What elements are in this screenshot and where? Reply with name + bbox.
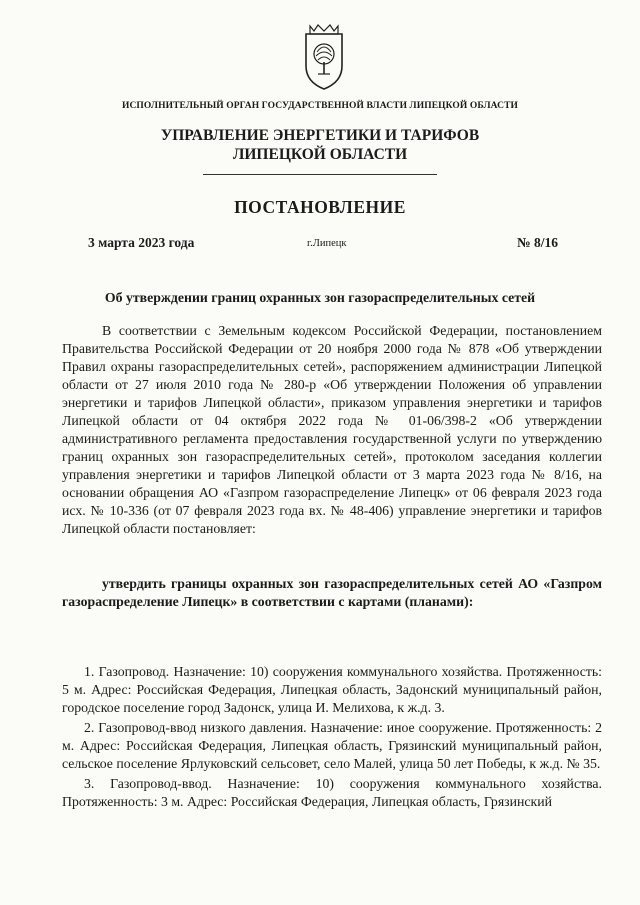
preamble-section [62, 322, 602, 538]
list-item: 3. Газопровод-ввод. Назначение: 10) сооружения коммунального хозяйства. Протяженность: 3 м. Адрес: Российская Федерация, Липецкая область, Грязинский [62, 776, 602, 809]
header-divider [203, 174, 437, 175]
document-date: 3 марта 2023 года [88, 235, 195, 250]
department-name-line1: УПРАВЛЕНИЕ ЭНЕРГЕТИКИ И ТАРИФОВ [160, 127, 480, 144]
document-subject: Об утверждении границ охранных зон газораспределительных сетей [104, 290, 536, 305]
resolution-section [62, 575, 602, 611]
list-item: 2. Газопровод-ввод низкого давления. Назначение: иное сооружение. Протяженность: 2 м. Адрес: Российская Федерация, Липецкая область, Грязинский муниципальный район, сельское поселение Ярлуковский сельсовет, село Малей, улица 50 лет Победы, к ж.д. № 35. [62, 720, 602, 771]
coat-of-arms-emblem [300, 22, 348, 92]
department-name [0, 126, 640, 164]
list-item: 1. Газопровод. Назначение: 10) сооружения коммунального хозяйства. Протяженность: 5 м. Адрес: Российская Федерация, Липецкая область, Задонский муниципальный район, городское поселение город Задонск, улица И. Мелихова, к ж.д. 3. [62, 664, 602, 715]
department-name-line2: ЛИПЕЦКОЙ ОБЛАСТИ [232, 146, 408, 163]
document-city: г.Липецк [307, 238, 347, 249]
issuing-authority-line: ИСПОЛНИТЕЛЬНЫЙ ОРГАН ГОСУДАРСТВЕННОЙ ВЛАСТИ ЛИПЕЦКОЙ ОБЛАСТИ [121, 101, 519, 111]
items-list [62, 663, 602, 813]
preamble-paragraph: В соответствии с Земельным кодексом Российской Федерации, постановлением Правительства Российской Федерации от 20 ноября 2000 года № 878 «Об утверждении Правил охраны газораспределительных сетей», распоряжением администрации Липецкой области от 27 июля 2010 года № 280-р «Об утверждении Положения об управлении энергетики и тарифов Липецкой области», приказом управления энергетики и тарифов Липецкой области от 04 октября 2022 года № 01-06/398-2 «Об утверждении административного регламента предоставления государственной услуги по утверждению границ охранных зон газораспределительных сетей», протоколом заседания коллегии управления энергетики и тарифов Липецкой области от 3 марта 2023 года № 8/16, на основании обращения АО «Газпром газораспределение Липецк» от 06 февраля 2023 года исх. № 10-336 (от 07 февраля 2023 года вх. № 48-406) управление энергетики и тарифов Липецкой области постановляет: [62, 323, 602, 536]
document-type-title: ПОСТАНОВЛЕНИЕ [234, 197, 406, 217]
resolution-paragraph: утвердить границы охранных зон газораспределительных сетей АО «Газпром газораспределение Липецк» в соответствии с картами (планами): [62, 576, 602, 609]
document-number: № 8/16 [517, 235, 558, 250]
